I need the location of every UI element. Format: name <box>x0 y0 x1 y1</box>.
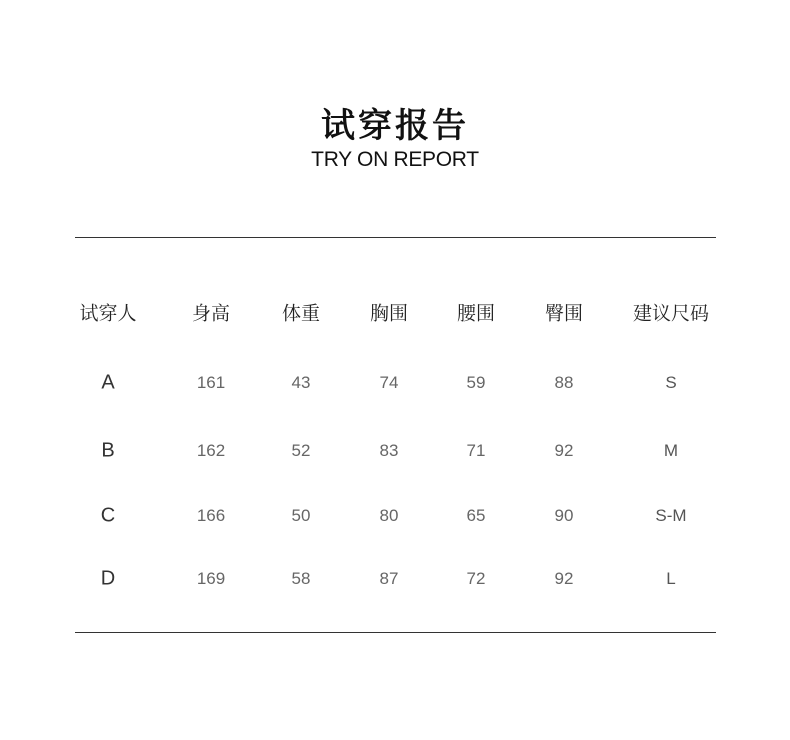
row-d-bust: 87 <box>379 569 399 588</box>
row-d-tester: D <box>100 567 116 590</box>
page-title: 试穿报告 <box>321 106 469 146</box>
row-b-hip: 92 <box>554 441 574 460</box>
row-c-tester: C <box>100 504 116 527</box>
row-d-hip: 92 <box>554 569 574 588</box>
row-b-height: 162 <box>196 441 226 460</box>
row-a-height: 161 <box>196 373 226 392</box>
row-a-hip: 88 <box>554 373 574 392</box>
table-top-divider <box>75 237 716 238</box>
row-c-hip: 90 <box>554 506 574 525</box>
row-a-weight: 43 <box>291 373 311 392</box>
row-b-suggested-size: M <box>663 441 679 460</box>
row-c-height: 166 <box>196 506 226 525</box>
row-b-weight: 52 <box>291 441 311 460</box>
row-b-waist: 71 <box>466 441 486 460</box>
table-bottom-divider <box>75 632 716 633</box>
row-c-suggested-size: S-M <box>655 506 687 525</box>
row-d-suggested-size: L <box>666 569 676 588</box>
row-a-bust: 74 <box>379 373 399 392</box>
row-d-weight: 58 <box>291 569 311 588</box>
row-b-tester: B <box>101 439 115 462</box>
row-a-waist: 59 <box>466 373 486 392</box>
row-d-height: 169 <box>196 569 226 588</box>
header-suggested-size: 建议尺码 <box>632 302 710 325</box>
row-c-waist: 65 <box>466 506 486 525</box>
row-c-bust: 80 <box>379 506 399 525</box>
header-hip: 臀围 <box>544 302 584 325</box>
row-d-waist: 72 <box>466 569 486 588</box>
row-a-suggested-size: S <box>665 373 677 392</box>
row-c-weight: 50 <box>291 506 311 525</box>
row-a-tester: A <box>101 371 115 394</box>
header-waist: 腰围 <box>456 302 496 325</box>
header-height: 身高 <box>191 302 231 325</box>
header-bust: 胸围 <box>369 302 409 325</box>
header-tester: 试穿人 <box>79 302 137 325</box>
header-weight: 体重 <box>281 302 321 325</box>
page-subtitle: TRY ON REPORT <box>311 148 479 171</box>
row-b-bust: 83 <box>379 441 399 460</box>
